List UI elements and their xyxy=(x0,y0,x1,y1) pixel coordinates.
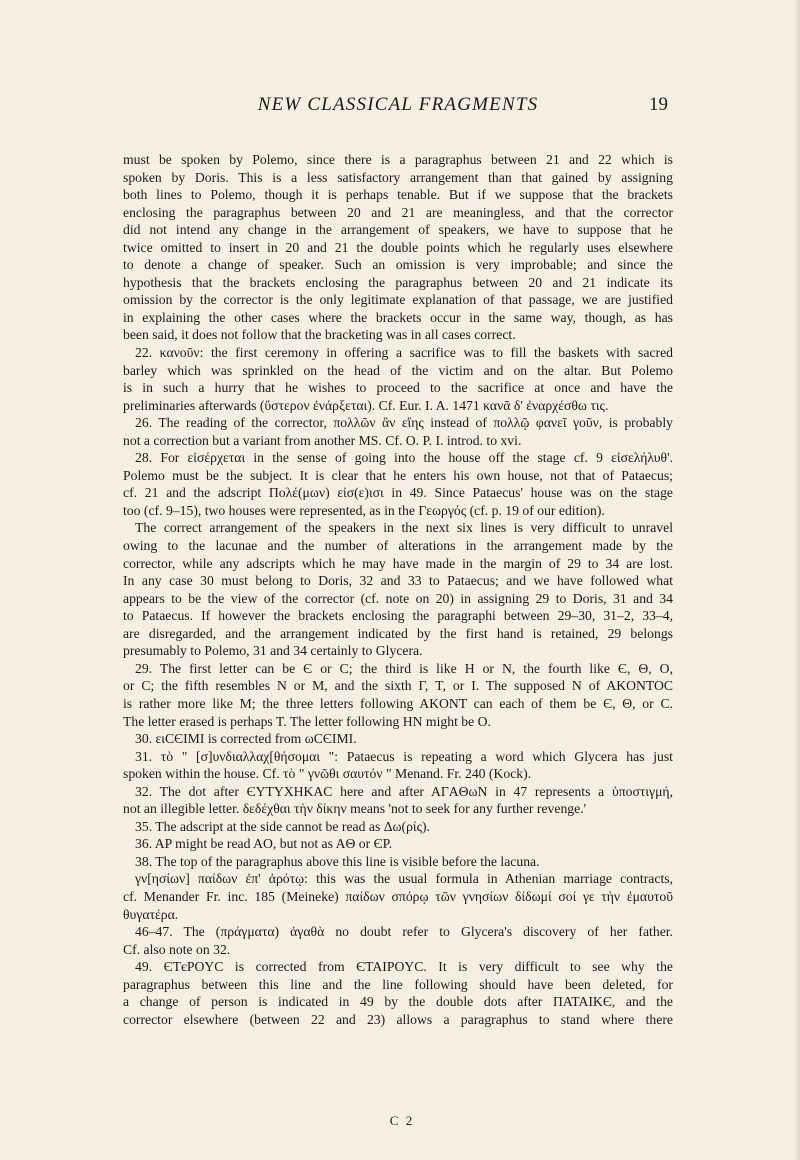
text-line: cf. Menander Fr. inc. 185 (Meineke) παίδων σπόρῳ τῶν γνησίων δίδωμί σοί γε τὴν ἐμαυτοῦ xyxy=(123,888,673,904)
text-line: 30. ειCЄIMI is corrected from ωCЄIMI. xyxy=(135,731,357,747)
text-line: Cf. also note on 32. xyxy=(123,941,231,957)
text-line: not a correction but a variant from another MS. Cf. O. P. I. introd. to xvi. xyxy=(123,432,522,448)
body-text xyxy=(123,151,673,1028)
text-line: The letter erased is perhaps T. The letter following HN might be O. xyxy=(123,713,491,729)
text-line: or C; the fifth resembles N or M, and the sixth Γ, T, or I. The supposed N of AKONTOC xyxy=(123,678,673,694)
page-number: 19 xyxy=(649,94,668,115)
text-line: hypothesis that the brackets enclosing the paragraphus between 20 and 21 indicate its xyxy=(123,274,673,290)
text-line: 49. ЄTєPOYC is corrected from ЄTAIPOYC. It is very difficult to see why the xyxy=(135,959,673,975)
text-line: both lines to Polemo, though it is perhaps tenable. But if we suppose that the brackets xyxy=(123,187,673,203)
text-line: not an illegible letter. δεδέχθαι τὴν δίκην means 'not to seek for any further revenge.' xyxy=(123,801,587,817)
text-line: 38. The top of the paragraphus above this line is visible before the lacuna. xyxy=(135,853,540,869)
text-line: to Pataecus. If however the brackets enclosing the paragraphi between 29–30, 31–2, 33–4, xyxy=(123,608,673,624)
text-line: preliminaries afterwards (ὕστερον ἐνάρξεται). Cf. Eur. I. A. 1471 κανᾶ δ' ἐναρχέσθω τις. xyxy=(123,397,609,413)
text-line: in explaining the other cases where the brackets occur in the same way, though, as has xyxy=(123,309,673,325)
text-line: 35. The adscript at the side cannot be read as Δω(ρίς). xyxy=(135,818,430,834)
text-line: is rather more like M; the three letters following AKONT can each of them be Є, Θ, or C. xyxy=(123,695,673,711)
text-line: 22. κανοῦν: the first ceremony in offering a sacrifice was to fill the baskets with sacred xyxy=(135,345,673,361)
text-line: a change of person is indicated in 49 by the double dots after ΠATAIKЄ, and the xyxy=(123,994,673,1010)
text-line: to denote a change of speaker. Such an omission is very improbable; and since the xyxy=(123,257,673,273)
text-line: must be spoken by Polemo, since there is a paragraphus between 21 and 22 which is xyxy=(123,152,673,167)
text-line: The correct arrangement of the speakers in the next six lines is very difficult to unravel xyxy=(135,520,673,536)
printer-signature: C 2 xyxy=(389,1113,415,1128)
text-line: 36. AP might be read AO, but not as AΘ or ЄP. xyxy=(135,836,393,852)
text-line: is in such a hurry that he wishes to proceed to the sacrifice at once and have the xyxy=(123,380,673,396)
text-line: did not intend any change in the arrangement of speakers, we have to suppose that he xyxy=(123,222,673,238)
text-line: In any case 30 must belong to Doris, 32 and 33 to Pataecus; and we have followed what xyxy=(123,573,673,589)
text-line: appears to be the view of the corrector (cf. note on 20) in assigning 29 to Doris, 31 and 34 xyxy=(123,590,673,606)
text-line: too (cf. 9–15), two houses were represented, as in the Γεωργός (cf. p. 19 of our edition). xyxy=(123,502,605,518)
running-title: NEW CLASSICAL FRAGMENTS xyxy=(257,94,539,115)
text-line: Polemo must be the subject. It is clear that he enters his own house, not that of Pataecus; xyxy=(123,467,673,483)
text-line: spoken within the house. Cf. τὸ " γνῶθι σαυτόν " Menand. Fr. 240 (Kock). xyxy=(123,766,532,782)
running-head xyxy=(128,94,668,120)
text-line: enclosing the paragraphus between 20 and 21 are meaningless, and that the corrector xyxy=(123,204,673,220)
text-line: twice omitted to insert in 20 and 21 the double points which he regularly uses elsewhere xyxy=(123,239,673,255)
text-line: 32. The dot after ЄYTYXHKAC here and after AΓAΘωN in 47 represents a ὑποστιγμή, xyxy=(135,783,673,799)
text-line: are disregarded, and the arrangement indicated by the first hand is retained, 29 belongs xyxy=(123,625,673,641)
text-line: 31. τὸ " [σ]υνδιαλλαχ[θήσομαι ": Pataecus is repeating a word which Glycera has just xyxy=(135,748,673,764)
text-line: paragraphus between this line and the line following should have been deleted, for xyxy=(123,976,673,992)
text-line: γν[ησίων] παίδων ἐπ' ἀρότῳ: this was the usual formula in Athenian marriage contracts, xyxy=(135,871,673,887)
text-line: omission by the corrector is the only legitimate explanation of that passage, we are justified xyxy=(123,292,673,308)
text-line: cf. 21 and the adscript Πολέ(μων) εἰσ(ε)ισι in 49. Since Pataecus' house was on the stage xyxy=(123,485,673,501)
text-line: corrector elsewhere (between 22 and 23) allows a paragraphus to stand where there xyxy=(123,1011,673,1027)
text-line: 28. For εἰσέρχεται in the sense of going into the house off the stage cf. 9 εἰσελήλυθ'. xyxy=(135,450,673,466)
text-line: been said, it does not follow that the bracketing was in all cases correct. xyxy=(123,327,516,343)
text-line: corrector, while any adscripts which he may have made in the margin of 29 to 34 are lost. xyxy=(123,555,673,571)
text-line: barley which was sprinkled on the head of the victim and on the altar. But Polemo xyxy=(123,362,673,378)
text-line: 46–47. The (πράγματα) ἀγαθὰ no doubt refer to Glycera's discovery of her father. xyxy=(135,924,673,940)
text-line: 26. The reading of the corrector, πολλῶν ἂν εἴης instead of πολλῷ φανεῖ γοῦν, is probably xyxy=(135,415,673,431)
text-line: spoken by Doris. This is a less satisfactory arrangement than that gained by assigning xyxy=(123,169,673,185)
text-line: presumably to Polemo, 31 and 34 certainly to Glycera. xyxy=(123,643,423,659)
page-edge-shadow xyxy=(794,0,800,1160)
text-line: 29. The first letter can be Є or C; the third is like H or N, the fourth like Є, Θ, O, xyxy=(135,660,673,676)
text-line: θυγατέρα. xyxy=(123,906,179,922)
text-line: owing to the lacunae and the number of alterations in the arrangement made by the xyxy=(123,538,673,554)
